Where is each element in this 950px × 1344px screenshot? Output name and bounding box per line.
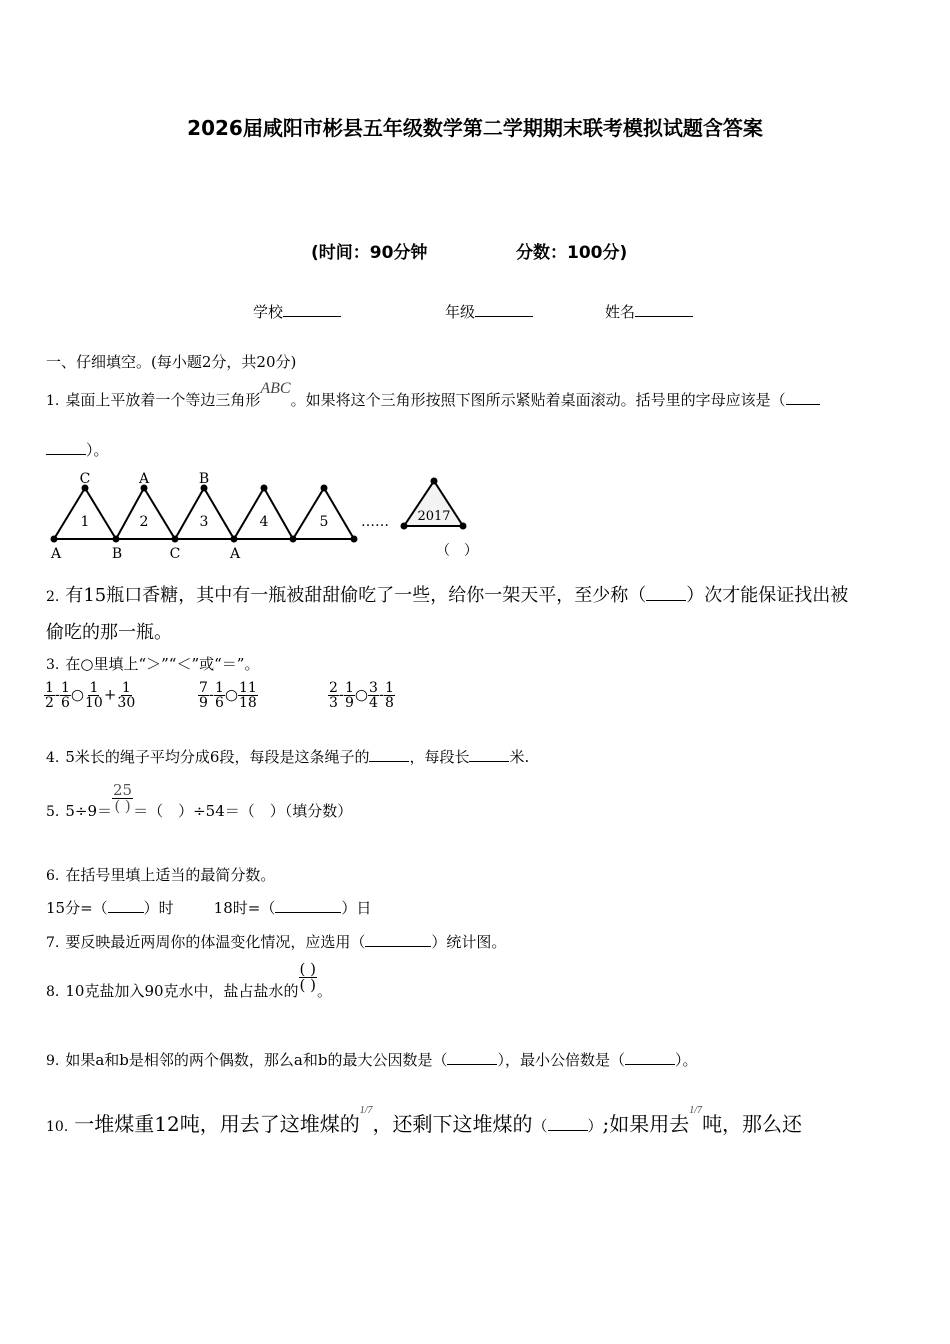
q1-abc: ABC [260,380,291,397]
q9-text-c: ）。 [674,1051,698,1069]
q10-fraction-2: 1/7 [689,1105,703,1116]
question-10 [46,1105,803,1137]
page-title: 2026届咸阳市彬县五年级数学第二学期期末联考模拟试题含答案 [187,116,763,140]
q8-fraction[interactable]: $\frac{( )}{( )}$ [299,960,317,994]
grade-label: 年级 [445,303,476,321]
q7-text-b: ）统计图。 [431,933,507,951]
fig-dots: …… [361,514,389,530]
compare-circle[interactable]: ○ [354,685,369,704]
q6-a-end: ）时 [143,899,174,917]
fig-bottom-label: B [111,546,123,562]
q9-text-b: ），最小公倍数是（ [497,1051,625,1069]
fig-top-label: C [79,471,91,487]
section-heading: 一、仔细填空。(每小题2分，共20分) [46,353,297,371]
fraction: $\frac{1}{6}$ [61,680,70,711]
fig-top-label: A [138,471,150,487]
q1-blank-cont[interactable] [46,440,86,455]
q6-blank-1[interactable] [108,898,144,913]
name-label: 姓名 [605,303,636,321]
q5-text-a: 5÷9＝ [65,801,113,820]
fraction: $\frac{1}{8}$ [385,680,394,711]
q1-number: 1. [46,393,60,409]
q10-text-a: 一堆煤重12吨，用去了这堆煤的 [74,1112,360,1136]
fig-number: 4 [259,514,269,530]
q6-text: 在括号里填上适当的最简分数。 [65,866,276,884]
q7-text-a: 要反映最近两周你的体温变化情况，应选用（ [65,933,366,951]
fraction: $\frac{2}{3}$ [329,680,338,711]
q10-text-b: ，还剩下这堆煤的 [372,1112,533,1136]
q4-text-c: 米. [509,748,530,766]
q7-blank[interactable] [365,932,431,947]
fraction: $\frac{1}{10}$ [85,680,103,711]
q6-blank-2[interactable] [275,898,341,913]
q2-text-a: 有15瓶口香糖，其中有一瓶被甜甜偷吃了一些，给你一架天平，至少称（ [65,585,647,606]
q4-text-a: 5米长的绳子平均分成6段，每段是这条绳子的 [65,748,370,766]
fraction: $\frac{1}{6}$ [215,680,224,711]
q10-fraction-1: 1/7 [359,1105,373,1116]
q3-number: 3. [46,657,60,673]
q10-number: 10. [46,1119,69,1135]
q4-blank-2[interactable] [469,747,509,762]
question-7 [46,931,506,952]
q10-text-d: 吨，那么还 [702,1112,803,1136]
q5-text-b: ＝（ ）÷54＝（ ）（填分数） [133,801,353,820]
q8-text-a: 10克盐加入90克水中，盐占盐水的 [65,981,299,1000]
q10-paren-close: ） [587,1117,603,1135]
exam-score: 分数：100分) [516,243,628,263]
q1-text-a: 桌面上平放着一个等边三角形 [65,391,261,409]
q10-paren-open: （ [532,1117,548,1135]
q1-line2 [46,439,109,460]
q2-blank[interactable] [646,586,686,601]
q3-text: 在○里填上“＞”“＜”或“＝”。 [65,655,260,673]
school-label: 学校 [253,303,284,321]
question-2 [46,581,848,607]
q9-blank-1[interactable] [447,1050,497,1065]
name-blank[interactable] [635,302,693,317]
compare-circle[interactable]: ○ [70,685,85,704]
q3-group-2: $\frac{7}{9}$ - $\frac{1}{6}$ ○ $\frac{11}{18}$ [199,680,257,711]
question-6 [46,864,275,885]
exam-time: (时间：90分钟 [311,243,428,263]
fig-number: 5 [319,514,329,530]
q1-blank[interactable] [786,390,820,405]
fraction: $\frac{3}{4}$ [369,680,378,711]
q2-number: 2. [46,589,60,605]
name-field [605,301,693,322]
q5-fraction[interactable]: $\frac{25}{( )}$ [113,781,133,815]
q6-b: 18时=（ [213,899,276,917]
rolling-triangle-figure [44,468,494,563]
q3-group-3: $\frac{2}{3}$ - $\frac{1}{9}$ ○ $\frac{3}{4}$ - $\frac{1}{8}$ [329,680,394,711]
fraction: $\frac{1}{30}$ [117,680,136,711]
question-1 [46,380,820,410]
q6-number: 6. [46,868,60,884]
fig-bottom-label: A [50,546,62,562]
fraction: $\frac{1}{2}$ [45,680,54,711]
fig-answer-blank: （ ） [436,543,478,559]
q4-text-b: ，每段长 [409,748,470,766]
q10-text-c: ;如果用去 [602,1112,690,1136]
q1-text-c: ）。 [86,441,109,459]
q8-text-b: 。 [317,981,333,1000]
q8-number: 8. [46,983,60,1000]
fraction: $\frac{11}{18}$ [239,680,257,711]
q2-line2: 偷吃的那一瓶。 [46,622,172,643]
grade-blank[interactable] [475,302,533,317]
school-field [253,301,341,322]
grade-field [445,301,533,322]
question-5 [46,781,353,820]
question-3 [46,653,259,674]
q5-number: 5. [46,803,60,820]
q9-text-a: 如果a和b是相邻的两个偶数，那么a和b的最大公因数是（ [65,1051,448,1069]
question-9 [46,1049,697,1070]
fig-bottom-label: C [169,546,181,562]
q7-number: 7. [46,935,60,951]
fig-top-label: B [198,471,210,487]
compare-circle[interactable]: ○ [224,685,239,704]
q6-b-end: ）日 [341,899,372,917]
q10-blank[interactable] [548,1112,588,1131]
fig-bottom-label: A [229,546,241,562]
fig-number: 2 [139,514,149,530]
q6-answers [46,897,371,918]
question-4 [46,746,529,767]
question-8 [46,960,333,1000]
school-blank[interactable] [283,302,341,317]
fig-2017: 2017 [417,509,451,524]
fig-number: 3 [199,514,209,530]
q9-blank-2[interactable] [625,1050,675,1065]
q4-number: 4. [46,750,60,766]
fig-number: 1 [80,514,90,530]
fraction: $\frac{1}{9}$ [345,680,354,711]
q1-text-b: 。如果将这个三角形按照下图所示紧贴着桌面滚动。括号里的字母应该是（ [290,391,786,409]
q3-group-1: $\frac{1}{2}$ - $\frac{1}{6}$ ○ $\frac{1}{10}$ + $\frac{1}{30}$ [45,680,136,711]
q2-text-b: ）次才能保证找出被 [686,585,849,606]
q9-number: 9. [46,1053,60,1069]
q6-a: 15分=（ [46,899,108,917]
fraction: $\frac{7}{9}$ [199,680,208,711]
q4-blank-1[interactable] [369,747,409,762]
